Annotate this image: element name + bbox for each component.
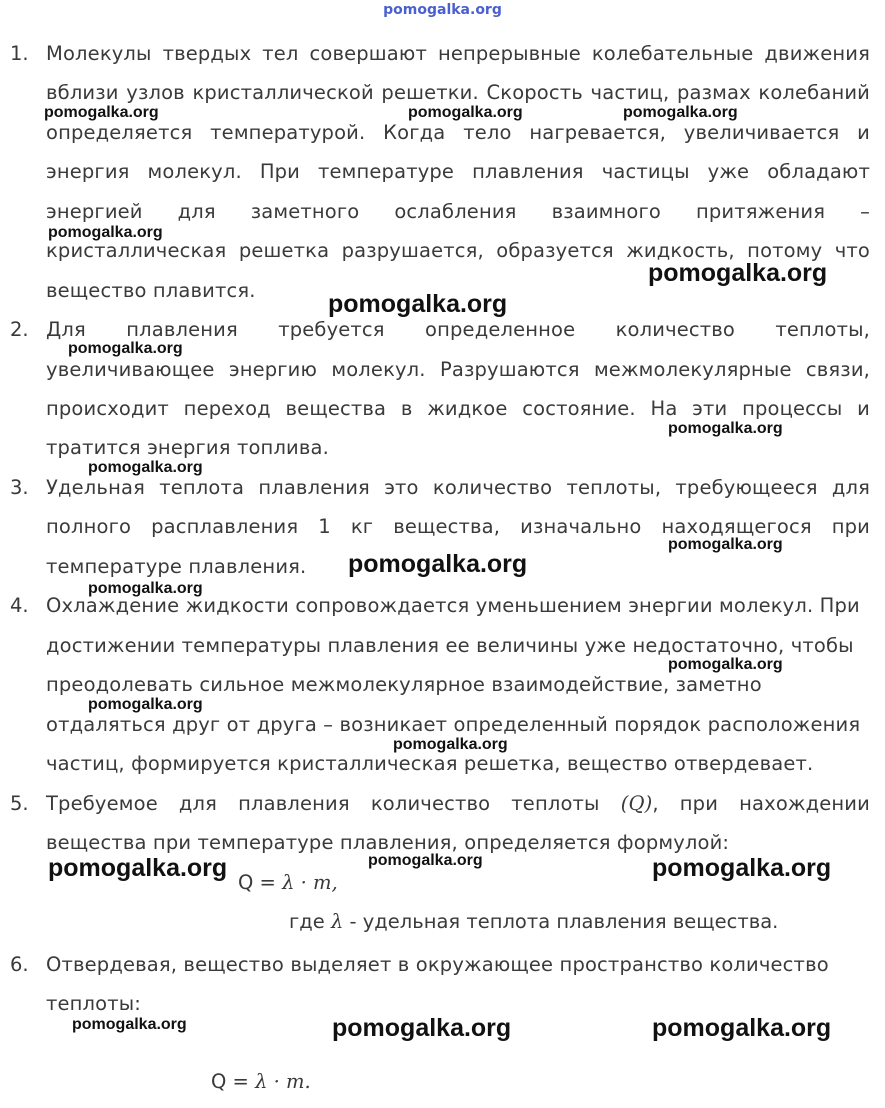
word: плавления — [238, 792, 350, 815]
watermark-text: pomogalka.org — [408, 104, 523, 121]
item-number: 1. — [10, 42, 29, 65]
watermark-text: pomogalka.org — [44, 104, 159, 121]
word: теплоты — [511, 792, 600, 815]
paragraph-line: Молекулы твердых тел совершают непрерывные колебательные движения — [46, 42, 870, 65]
paragraph-line: Для плавления требуется определенное количество теплоты, — [46, 318, 870, 341]
paragraph-line: Охлаждение жидкости сопровождается уменьшением энергии молекул. При — [46, 594, 860, 617]
watermark-text: pomogalka.org — [668, 656, 783, 673]
formula-lhs: Q = — [211, 1070, 249, 1093]
item-number: 2. — [10, 318, 29, 341]
paragraph-line: частиц, формируется кристаллическая решетка, вещество отвердевает. — [46, 752, 814, 775]
paragraph-line: Отвердевая, вещество выделяет в окружающее пространство количество — [46, 953, 829, 976]
word: для — [178, 792, 218, 815]
formula-lhs: Q = — [238, 871, 276, 894]
watermark-text: pomogalka.org — [68, 340, 183, 357]
item-number: 4. — [10, 594, 29, 617]
item-number: 3. — [10, 476, 29, 499]
formula-explanation — [289, 910, 778, 934]
paragraph-line: вблизи узлов кристаллической решетки. Скорость частиц, размах колебаний — [46, 81, 870, 104]
paragraph-line: происходит переход вещества в жидкое состояние. На эти процессы и — [46, 397, 870, 420]
line-text-justified — [46, 792, 870, 816]
paragraph-line: полного расплавления 1 кг вещества, изначально находящегося при — [46, 515, 870, 538]
math-with-punct — [621, 792, 659, 816]
paragraph-line: температуре плавления. — [46, 555, 307, 578]
paragraph-line: преодолевать сильное межмолекулярное взаимодействие, заметно — [46, 673, 762, 696]
paragraph-line: кристаллическая решетка разрушается, образуется жидкость, потому что — [46, 239, 870, 262]
paragraph-line: отдаляться друг от друга – возникает определенный порядок расположения — [46, 713, 861, 736]
paragraph-line: Удельная теплота плавления это количество теплоты, требующееся для — [46, 476, 870, 499]
word: при — [679, 792, 719, 815]
watermark-text: pomogalka.org — [668, 536, 783, 553]
where-prefix: где — [289, 910, 325, 933]
paragraph-line: энергия молекул. При температуре плавления частицы уже обладают — [46, 160, 870, 183]
watermark-text: pomogalka.org — [668, 420, 783, 437]
watermark-text: pomogalka.org — [652, 854, 832, 882]
paragraph-line: энергией для заметного ослабления взаимного притяжения – — [46, 200, 870, 223]
word: Требуемое — [46, 792, 158, 815]
word: нахождении — [739, 792, 870, 815]
paragraph-line: достижении температуры плавления ее величины уже недостаточно, чтобы — [46, 634, 854, 657]
paragraph-line: вещества при температуре плавления, определяется формулой: — [46, 831, 730, 854]
watermark-text: pomogalka.org — [72, 1016, 187, 1033]
watermark-text: pomogalka.org — [88, 580, 203, 597]
watermark-text: pomogalka.org — [393, 736, 508, 753]
item-number: 6. — [10, 953, 29, 976]
formula-rhs: λ · m — [255, 1070, 305, 1093]
punct: , — [652, 792, 659, 815]
watermark-text: pomogalka.org — [328, 290, 508, 318]
watermark-text: pomogalka.org — [348, 550, 528, 578]
word: количество — [370, 792, 491, 815]
lambda-symbol: λ — [330, 910, 344, 933]
formula — [211, 1070, 311, 1094]
paragraph-line: тратится энергия топлива. — [46, 436, 329, 459]
watermark-text: pomogalka.org — [648, 259, 828, 287]
paragraph-line: теплоты: — [46, 992, 142, 1015]
math-variable: (Q) — [620, 792, 653, 815]
watermark-text: pomogalka.org — [332, 1014, 512, 1042]
watermark-text: pomogalka.org — [623, 104, 738, 121]
paragraph-line: увеличивающее энергию молекул. Разрушаются межмолекулярные связи, — [46, 358, 870, 381]
watermark-text: pomogalka.org — [652, 1014, 832, 1042]
where-text: - удельная теплота плавления вещества. — [349, 910, 779, 933]
item-number: 5. — [10, 792, 29, 815]
paragraph-line: вещество плавится. — [46, 279, 256, 302]
site-header-watermark: pomogalka.org — [383, 2, 502, 18]
watermark-text: pomogalka.org — [48, 854, 228, 882]
watermark-text: pomogalka.org — [48, 224, 163, 241]
formula-punct: , — [331, 871, 338, 894]
watermark-text: pomogalka.org — [88, 696, 203, 713]
formula — [238, 871, 338, 895]
watermark-text: pomogalka.org — [368, 852, 483, 869]
formula-punct: . — [304, 1070, 311, 1093]
watermark-text: pomogalka.org — [88, 459, 203, 476]
formula-rhs: λ · m — [282, 871, 332, 894]
paragraph-line — [46, 792, 870, 816]
paragraph-line: определяется температурой. Когда тело нагревается, увеличивается и — [46, 121, 870, 144]
